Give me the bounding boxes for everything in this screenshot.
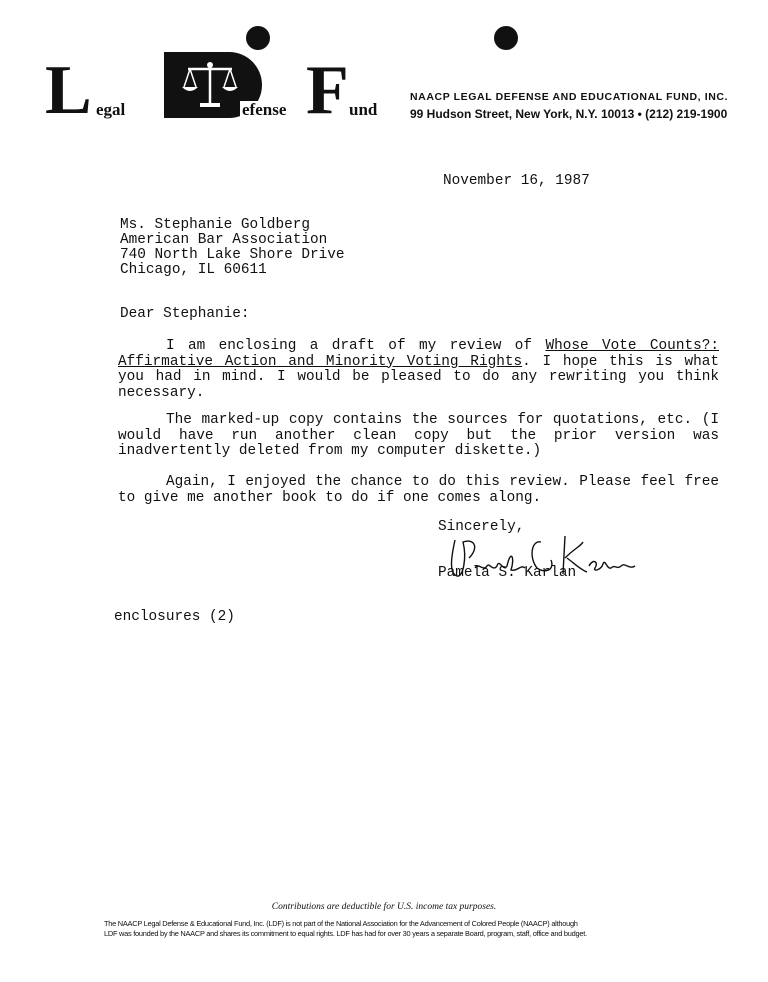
org-address: 99 Hudson Street, New York, N.Y. 10013 • (212) 219-1900 [410, 107, 728, 121]
enclosures-note: enclosures (2) [114, 609, 235, 625]
logo-word-defense: efense [242, 100, 287, 119]
tax-deductible-note: Contributions are deductible for U.S. income tax purposes. [271, 902, 497, 912]
salutation: Dear Stephanie: [120, 306, 250, 322]
recipient-organization: American Bar Association [120, 232, 328, 248]
letter-date: November 16, 1987 [443, 173, 590, 189]
p1-rest: . I hope this is what you had in mind. I would be pleased to do any rewriting you think necessary. [118, 353, 719, 401]
recipient-street: 740 North Lake Shore Drive [120, 247, 345, 263]
footer-disclaimer-line-1: The NAACP Legal Defense & Educational Fund, Inc. (LDF) is not part of the National Association for the Advancement of Colored People (NAACP) although [104, 919, 578, 928]
closing: Sincerely, [438, 519, 525, 535]
logo-dot-right [494, 26, 518, 50]
logo-dot-left [246, 26, 270, 50]
logo-letter-f: F [306, 52, 349, 129]
recipient-name: Ms. Stephanie Goldberg [120, 217, 310, 233]
signer-name: Pamela S. Karlan [438, 565, 577, 581]
p2-text: The marked-up copy contains the sources for quotations, etc. (I would have run another clean copy but the prior version was inadvertently deleted from my computer diskette.) [118, 412, 719, 459]
p1-intro: I am enclosing a draft of my review of [166, 338, 546, 354]
book-title: Whose Vote Counts?: Affirmative Action and Minority Voting Rights [118, 338, 719, 370]
recipient-block [120, 218, 345, 278]
org-name: NAACP LEGAL DEFENSE AND EDUCATIONAL FUND, INC. [410, 91, 729, 103]
scales-of-justice-icon [180, 59, 240, 111]
paragraph-1 [118, 339, 719, 401]
logo-word-legal: egal [96, 100, 126, 119]
footer-disclaimer-line-2: LDF was founded by the NAACP and shares its commitment to equal rights. LDF has had for over 30 years a separate Board, program, staff, office and budget. [104, 929, 587, 938]
logo-letter-l: L [45, 52, 92, 129]
paragraph-3 [118, 475, 719, 506]
logo-word-fund: und [349, 100, 378, 119]
recipient-city: Chicago, IL 60611 [120, 262, 267, 278]
p3-text: Again, I enjoyed the chance to do this review. Please feel free to give me another book to do if one comes along. [118, 474, 719, 506]
paragraph-2 [118, 413, 719, 460]
